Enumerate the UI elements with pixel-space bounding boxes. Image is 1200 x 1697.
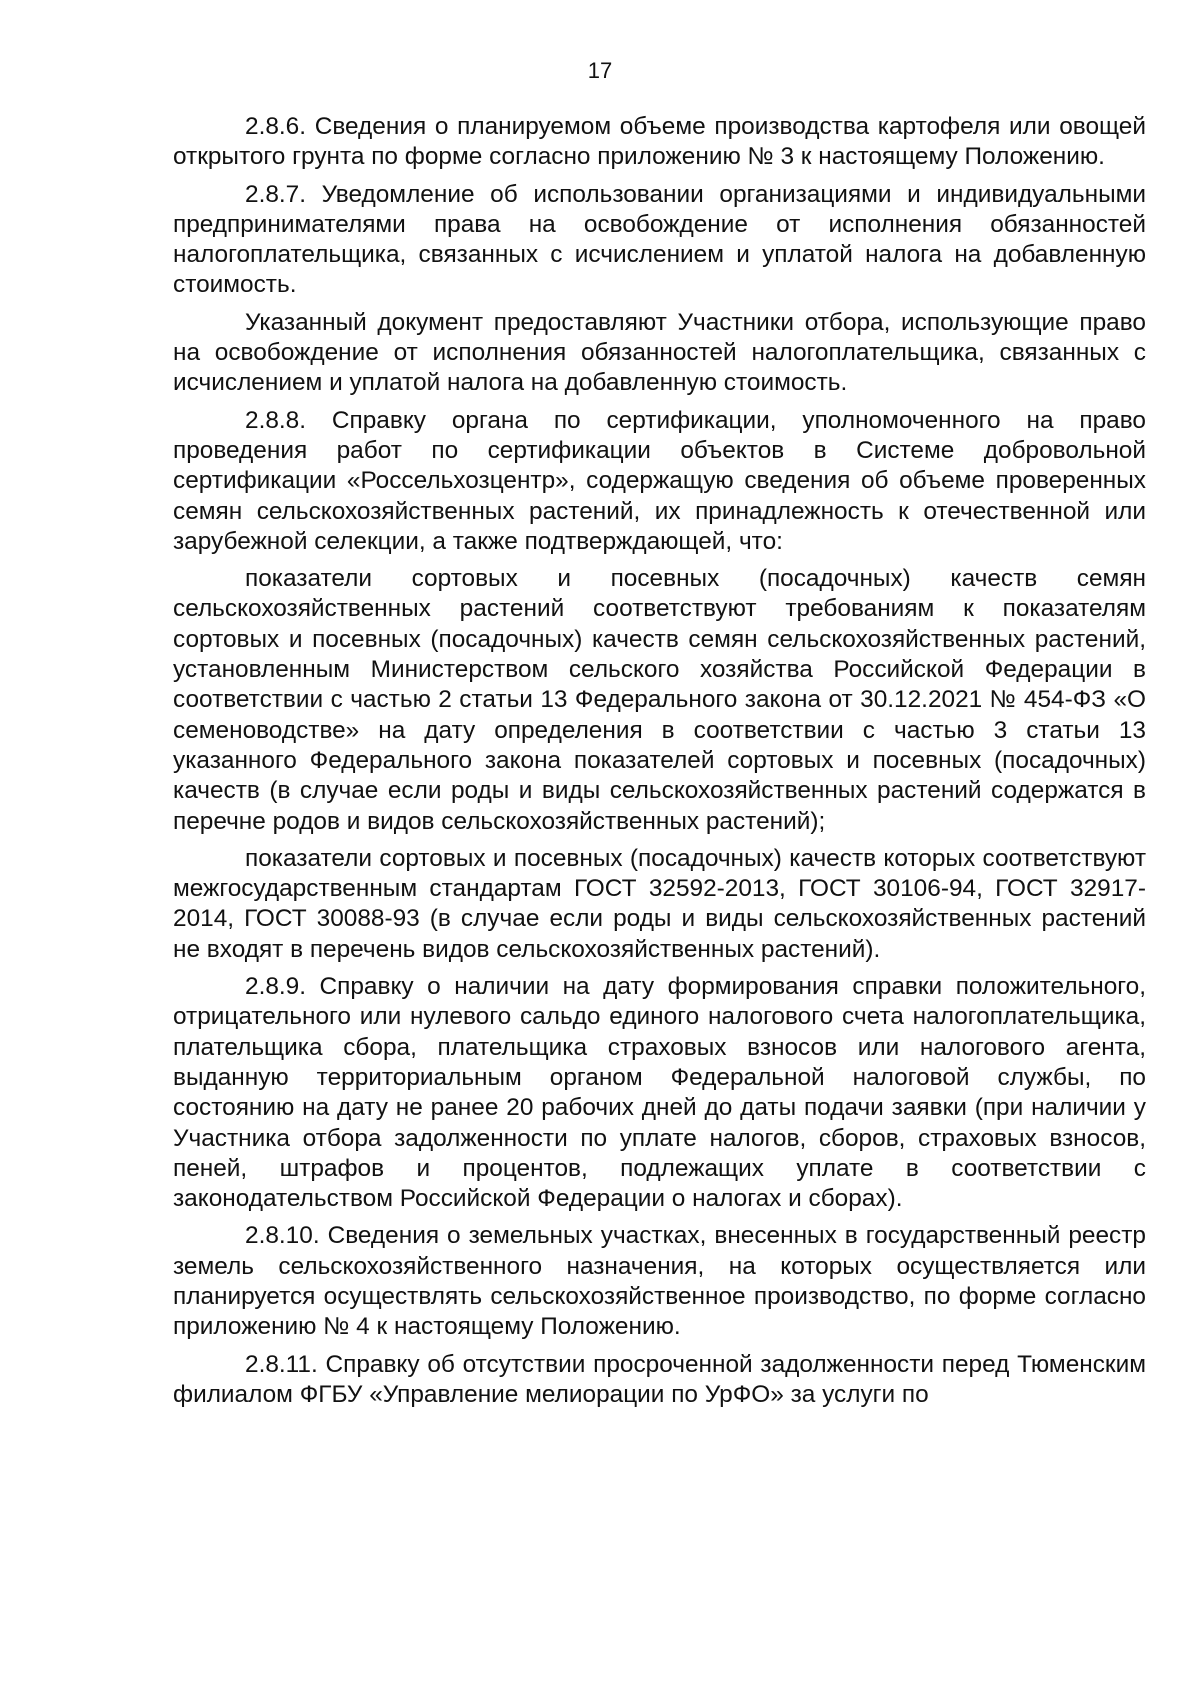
paragraph-2-8-8-item-2: показатели сортовых и посевных (посадочных) качеств которых соответствуют межгосударственным стандартам ГОСТ 32592-2013, ГОСТ 30106-94, ГОСТ 32917-2014, ГОСТ 30088-93 (в случае если роды и виды сельскохозяйственных растений не входят в перечень видов сельскохозяйственных растений). — [173, 844, 1146, 963]
paragraph-2-8-8-item-1: показатели сортовых и посевных (посадочных) качеств семян сельскохозяйственных растений соответствуют требованиям к показателям сортовых и посевных (посадочных) качеств семян сельскохозяйственных растений, установленным Министерством сельского хозяйства Российской Федерации в соответствии с частью 2 статьи 13 Федерального закона от 30.12.2021 № 454-ФЗ «О семеноводстве» на дату определения в соответствии с частью 3 статьи 13 указанного Федерального закона показателей сортовых и посевных (посадочных) качеств (в случае если роды и виды сельскохозяйственных растений содержатся в перечне родов и видов сельскохозяйственных растений); — [173, 565, 1146, 835]
paragraph-2-8-7-note: Указанный документ предоставляют Участники отбора, использующие право на освобождение от исполнения обязанностей налогоплательщика, связанных с исчислением и уплатой налога на добавленную стоимость. — [173, 308, 1146, 397]
paragraph-2-8-7: 2.8.7. Уведомление об использовании организациями и индивидуальными предпринимателями права на освобождение от исполнения обязанностей налогоплательщика, связанных с исчислением и уплатой налога на добавленную стоимость. — [173, 180, 1146, 299]
paragraph-2-8-6: 2.8.6. Сведения о планируемом объеме производства картофеля или овощей открытого грунта по форме согласно приложению № 3 к настоящему Положению. — [173, 113, 1146, 171]
paragraph-2-8-10: 2.8.10. Сведения о земельных участках, внесенных в государственный реестр земель сельскохозяйственного назначения, на которых осуществляется или планируется осуществлять сельскохозяйственное производство, по форме согласно приложению № 4 к настоящему Положению. — [173, 1222, 1146, 1341]
paragraph-2-8-11: 2.8.11. Справку об отсутствии просроченной задолженности перед Тюменским филиалом ФГБУ «Управление мелиорации по УрФО» за услуги по — [173, 1350, 1146, 1408]
paragraph-2-8-9: 2.8.9. Справку о наличии на дату формирования справки положительного, отрицательного или нулевого сальдо единого налогового счета налогоплательщика, плательщика сбора, плательщика страховых взносов или налогового агента, выданную территориальным органом Федеральной налоговой службы, по состоянию на дату не ранее 20 рабочих дней до даты подачи заявки (при наличии у Участника отбора задолженности по уплате налогов, сборов, страховых взносов, пеней, штрафов и процентов, подлежащих уплате в соответствии с законодательством Российской Федерации о налогах и сборах). — [173, 973, 1146, 1213]
page-number: 17 — [587, 58, 613, 83]
paragraph-2-8-8: 2.8.8. Справку органа по сертификации, уполномоченного на право проведения работ по сертификации объектов в Системе добровольной сертификации «Россельхозцентр», содержащую сведения об объеме проверенных семян сельскохозяйственных растений, их принадлежность к отечественной или зарубежной селекции, а также подтверждающей, что: — [173, 406, 1146, 555]
document-body — [173, 112, 1146, 1417]
